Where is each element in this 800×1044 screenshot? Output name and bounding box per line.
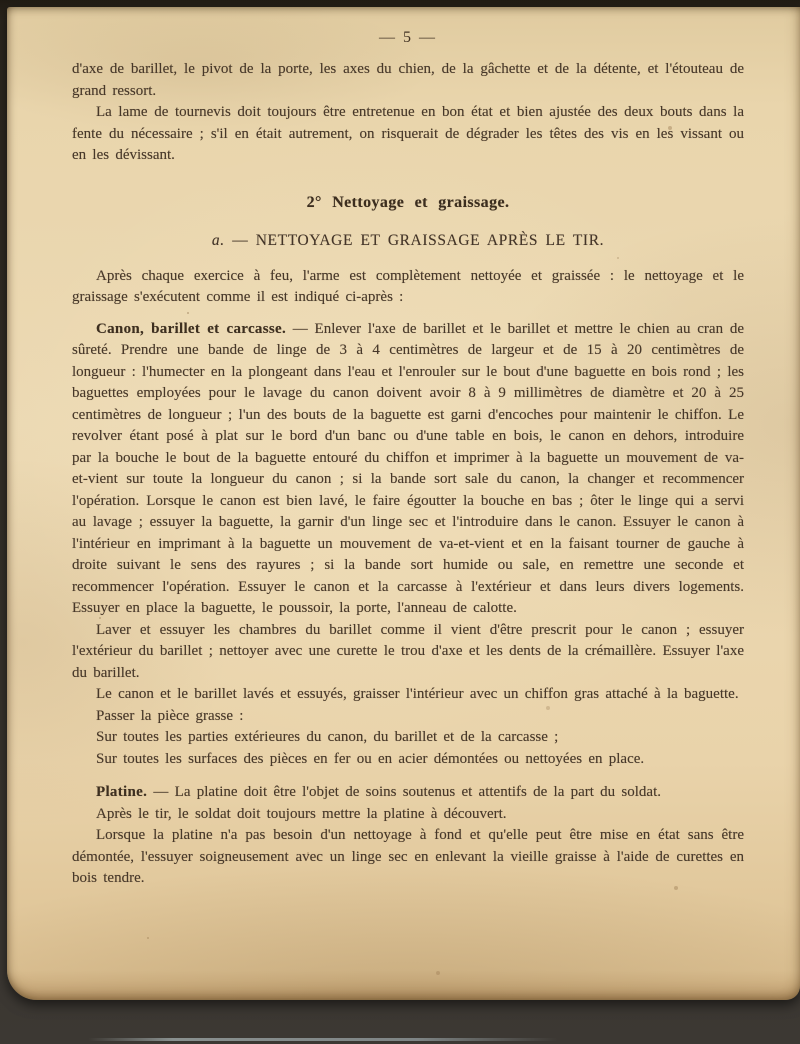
paragraph-graisser-interieur: Le canon et le barillet lavés et essuyés, graisser l'intérieur avec un chiffon gras attaché à la baguette. — [96, 686, 739, 702]
paragraph-passer-piece-grasse: Passer la pièce grasse : — [96, 707, 244, 724]
subheading-title: — NETTOYAGE ET GRAISSAGE APRÈS LE TIR. — [224, 231, 605, 249]
section-heading: 2° Nettoyage et graissage. — [306, 193, 510, 211]
section-subheading — [72, 232, 744, 250]
paragraph-lorsque-platine: Lorsque la platine n'a pas besoin d'un nettoyage à fond et qu'elle peut être mise en état sans être démontée, l'essuyer soigneusement avec un linge sec en enlevant la vieille graisse à l'aide de curettes en bois tendre. — [72, 827, 744, 886]
paragraph-platine — [72, 782, 744, 804]
canon-lead-in: Canon, barillet et carcasse. — [96, 320, 287, 337]
paragraph-axis-continuation: d'axe de barillet, le pivot de la porte, les axes du chien, de la gâchette et de la détente, et l'étouteau de grand ressort. — [72, 61, 744, 99]
paragraph-laver-chambres: Laver et essuyer les chambres du barillet comme il vient d'être prescrit pour le canon ; essuyer l'extérieur du barillet ; nettoyer avec une curette le trou d'axe et les dents de la crémaillère. Essuyer l'axe du barillet. — [72, 621, 744, 681]
subheading-letter: a. — [211, 231, 225, 249]
paragraph-after-fire-intro: Après chaque exercice à feu, l'arme est complètement nettoyée et graissée : le nettoyage et le graissage s'exécutent comme il est indiqué ci-après : — [72, 267, 744, 305]
paragraph-screwdriver: La lame de tournevis doit toujours être entretenue en bon état et bien ajustée des deux bouts dans la fente du nécessaire ; s'il en était autrement, on risquerait de dégrader les têtes des vis en les vissant ou en les dévissant. — [72, 104, 744, 163]
platine-lead-in: Platine. — [96, 784, 148, 800]
platine-body-text: — La platine doit être l'objet de soins soutenus et attentifs de la part du soldat. — [147, 784, 661, 800]
paragraph-sur-parties-exterieures: Sur toutes les parties extérieures du canon, du barillet et de la carcasse ; — [96, 729, 559, 745]
paragraph-canon-barillet-carcasse — [72, 319, 744, 620]
paragraph-sur-surfaces-pieces: Sur toutes les surfaces des pièces en fer ou en acier démontées ou nettoyées en place. — [96, 750, 645, 767]
document-page — [7, 7, 800, 1000]
scanner-glint-line — [88, 1038, 558, 1041]
paragraph-apres-le-tir: Après le tir, le soldat doit toujours mettre la platine à découvert. — [96, 805, 507, 822]
paper-speck-layer — [7, 7, 9, 9]
canon-body-text: — Enlever l'axe de barillet et le barillet et mettre le chien au cran de sûreté. Prendre une bande de linge de 3 à 4 centimètres de largeur et de 15 à 20 centimètres de longueur : l'humecter en la plongeant dans l'eau et l'enrouler sur le bout d'une baguette en bois rond ; les baguettes employées pour le lavage du canon doivent avoir 8 à 9 millimètres de diamètre et 20 à 25 centimètres de longueur ; l'un des bouts de la baguette est garni d'encoches pour maintenir le chiffon. Le revolver étant posé à plat sur le bord d'un banc ou d'une table en bois, le canon en dehors, introduire par la bouche le bout de la baguette entouré du chiffon et imprimer à la baguette un mouvement de va-et-vient sur toute la longueur du canon ; si la bande sort sale du canon, la changer et recommencer l'opération. Lorsque le canon est bien lavé, le faire égoutter la bouche en bas ; ôter le linge qui a servi au lavage ; essuyer la baguette, la garnir d'un linge sec et l'introduire dans le canon. Essuyer le canon à l'intérieur en imprimant à la baguette un mouvement de va-et-vient et en la faisant tourner de gauche à droite suivant le sens des rayures ; si la bande sort humide ou sale, en remettre une seconde et recommencer l'opération. Essuyer le canon et la carcasse à l'extérieur et dans leurs divers logements. Essuyer en place la baguette, le poussoir, la porte, l'anneau de calotte. — [72, 320, 745, 616]
page-number: — 5 — — [379, 29, 437, 46]
